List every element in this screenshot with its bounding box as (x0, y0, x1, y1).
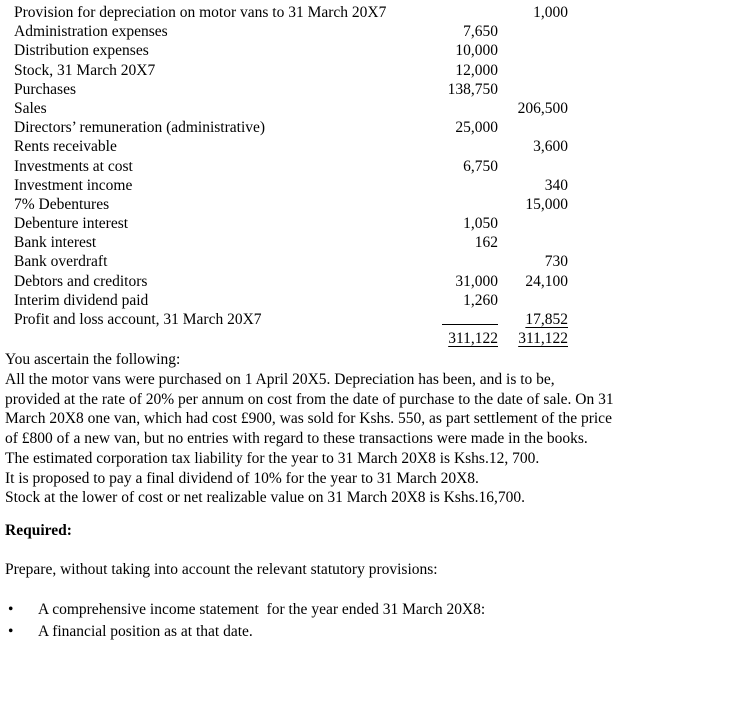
table-row (0, 195, 750, 214)
list-item (5, 621, 750, 643)
table-row (0, 61, 750, 80)
credit-amount: 3,600 (533, 138, 568, 156)
table-row (0, 80, 750, 99)
debit-amount: 7,650 (463, 23, 498, 41)
debit-amount (407, 3, 498, 22)
account-label: Stock, 31 March 20X7 (14, 61, 156, 79)
table-row (0, 99, 750, 118)
notes-paragraph (0, 350, 750, 508)
credit-amount: 15,000 (525, 195, 568, 213)
table-row (0, 22, 750, 41)
account-label (0, 329, 407, 348)
requirements-list (0, 599, 750, 643)
credit-amount (498, 291, 568, 310)
credit-amount (498, 310, 568, 329)
notes-line: March 20X8 one van, which had cost £900, was sold for Kshs. 550, as part settlement of the price (5, 410, 612, 428)
list-item-text: A financial position as at that date. (38, 623, 253, 641)
underlined-amount: 311,122 (448, 330, 498, 348)
table-row (0, 176, 750, 195)
account-label: Administration expenses (14, 23, 168, 41)
notes-line: It is proposed to pay a final dividend of 10% for the year to 31 March 20X8. (5, 469, 479, 487)
credit-amount (498, 61, 568, 80)
table-row (0, 310, 750, 329)
debit-total-rule-cell (407, 310, 498, 329)
account-label: Bank overdraft (14, 253, 108, 271)
debit-amount (407, 99, 498, 118)
table-row (0, 233, 750, 252)
credit-amount (498, 22, 568, 41)
debit-total (407, 329, 498, 348)
list-item-text: A comprehensive income statement for the year ended 31 March 20X8: (38, 601, 486, 619)
table-row (0, 41, 750, 60)
account-label: Directors’ remuneration (administrative) (14, 119, 266, 137)
notes-line: Stock at the lower of cost or net realizable value on 31 March 20X8 is Kshs.16,700. (5, 489, 525, 507)
table-row (0, 214, 750, 233)
debit-amount: 138,750 (447, 80, 498, 98)
list-item (5, 599, 750, 621)
table-row (0, 252, 750, 271)
bullet-icon (5, 621, 38, 643)
credit-amount (498, 118, 568, 137)
credit-amount: 730 (544, 253, 568, 271)
total-rule (442, 310, 498, 325)
account-label: 7% Debentures (14, 195, 110, 213)
account-label: Investment income (14, 176, 133, 194)
trial-balance-table (0, 0, 750, 348)
table-row (0, 137, 750, 156)
credit-amount: 1,000 (533, 4, 568, 21)
credit-total (498, 329, 568, 348)
underlined-amount: 311,122 (518, 330, 568, 348)
credit-amount (498, 214, 568, 233)
notes-line: You ascertain the following: (5, 351, 181, 369)
credit-amount (498, 233, 568, 252)
prepare-instruction: Prepare, without taking into account the relevant statutory provisions: (5, 560, 438, 578)
account-label: Rents receivable (14, 138, 117, 156)
debit-amount: 1,260 (463, 291, 498, 309)
debit-amount: 162 (474, 234, 498, 252)
credit-amount: 340 (544, 176, 568, 194)
credit-amount (498, 157, 568, 176)
credit-amount: 206,500 (517, 99, 568, 117)
credit-amount (498, 41, 568, 60)
credit-amount: 24,100 (525, 272, 568, 290)
account-label: Bank interest (14, 234, 97, 252)
notes-line: All the motor vans were purchased on 1 April 20X5. Depreciation has been, and is to be, (5, 371, 555, 389)
account-label: Profit and loss account, 31 March 20X7 (14, 311, 262, 328)
table-row (0, 272, 750, 291)
required-heading: Required: (5, 522, 72, 539)
debit-amount: 31,000 (455, 272, 498, 290)
account-label: Purchases (14, 80, 76, 98)
debit-amount: 25,000 (455, 119, 498, 137)
debit-amount: 6,750 (463, 157, 498, 175)
table-row (0, 157, 750, 176)
notes-line: The estimated corporation tax liability for the year to 31 March 20X8 is Kshs.12, 700. (5, 449, 540, 467)
bullet-icon (5, 599, 38, 621)
notes-line: provided at the rate of 20% per annum on cost from the date of purchase to the date of sale. On 31 (5, 390, 614, 408)
debit-amount: 1,050 (463, 215, 498, 233)
debit-amount (407, 137, 498, 156)
debit-amount (407, 195, 498, 214)
underlined-amount: 17,852 (525, 311, 568, 328)
table-totals-row (0, 329, 750, 348)
table-row (0, 118, 750, 137)
credit-amount (498, 80, 568, 99)
debit-amount (407, 252, 498, 271)
account-label: Investments at cost (14, 157, 133, 175)
table-row (0, 3, 750, 22)
account-label: Sales (14, 99, 47, 117)
account-label: Debenture interest (14, 215, 129, 233)
account-label: Provision for depreciation on motor vans to 31 March 20X7 (14, 4, 387, 21)
debit-amount (407, 176, 498, 195)
table-row (0, 291, 750, 310)
notes-line: of £800 of a new van, but no entries with regard to these transactions were made in the books. (5, 430, 588, 448)
account-label: Distribution expenses (14, 42, 149, 60)
debit-amount: 12,000 (455, 61, 498, 79)
debit-amount: 10,000 (455, 42, 498, 60)
account-label: Debtors and creditors (14, 272, 148, 290)
account-label: Interim dividend paid (14, 291, 149, 309)
